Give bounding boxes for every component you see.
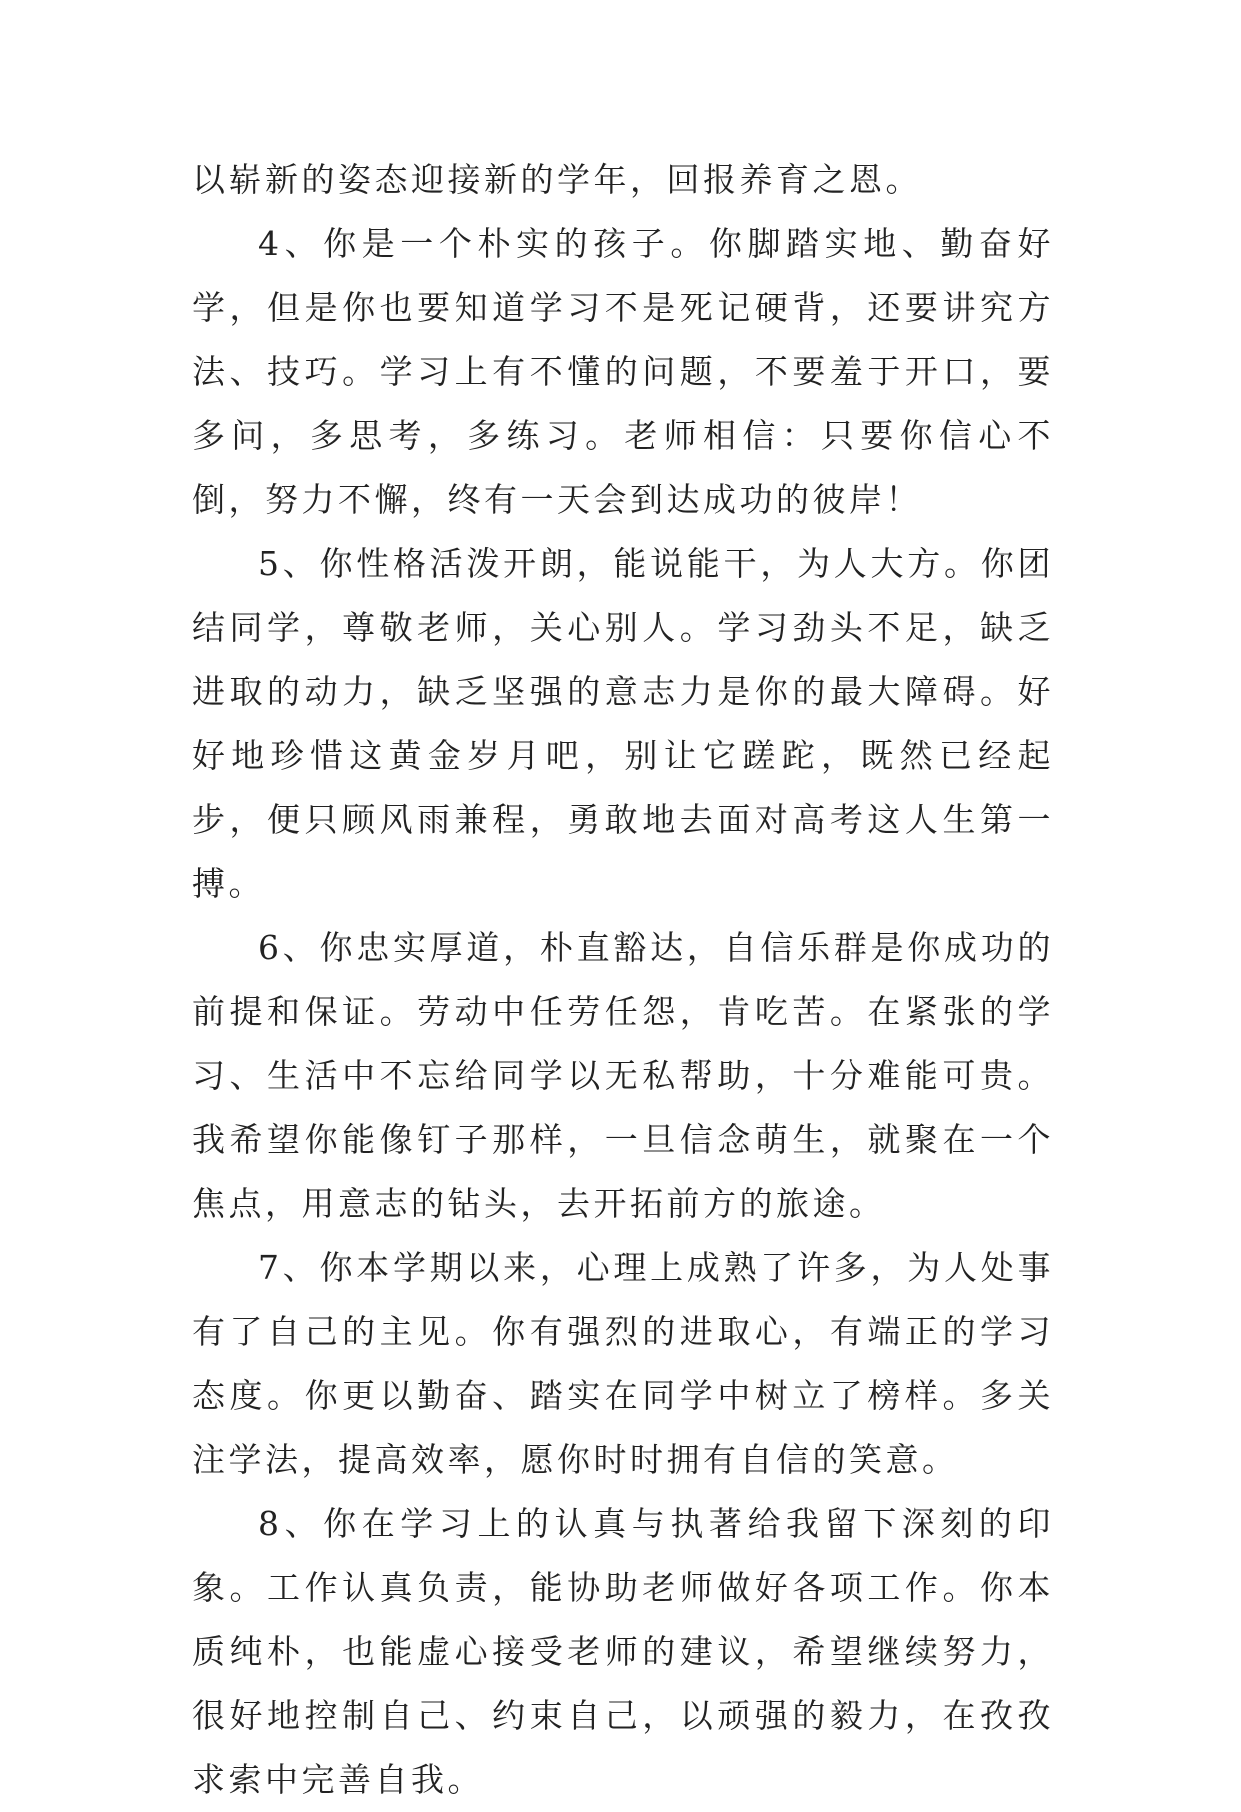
paragraph-comment-4: 4、你是一个朴实的孩子。你脚踏实地、勤奋好学，但是你也要知道学习不是死记硬背，还要讲究方法、技巧。学习上有不懂的问题，不要羞于开口，要多问，多思考，多练习。老师相信：只要你信心不倒，努力不懈，终有一天会到达成功的彼岸！ [192, 224, 1054, 519]
document-body [192, 148, 1054, 1812]
paragraph-continuation: 以崭新的姿态迎接新的学年，回报养育之恩。 [192, 160, 922, 199]
paragraph-comment-8: 8、你在学习上的认真与执著给我留下深刻的印象。工作认真负责，能协助老师做好各项工作。你本质纯朴，也能虚心接受老师的建议，希望继续努力，很好地控制自己、约束自己，以顽强的毅力，在孜孜求索中完善自我。 [192, 1504, 1054, 1799]
paragraph-comment-5: 5、你性格活泼开朗，能说能干，为人大方。你团结同学，尊敬老师，关心别人。学习劲头不足，缺乏进取的动力，缺乏坚强的意志力是你的最大障碍。好好地珍惜这黄金岁月吧，别让它蹉跎，既然已经起步，便只顾风雨兼程，勇敢地去面对高考这人生第一搏。 [192, 544, 1054, 903]
paragraph-comment-7: 7、你本学期以来，心理上成熟了许多，为人处事有了自己的主见。你有强烈的进取心，有端正的学习态度。你更以勤奋、踏实在同学中树立了榜样。多关注学法，提高效率，愿你时时拥有自信的笑意。 [192, 1248, 1054, 1479]
paragraph-comment-6: 6、你忠实厚道，朴直豁达，自信乐群是你成功的前提和保证。劳动中任劳任怨，肯吃苦。在紧张的学习、生活中不忘给同学以无私帮助，十分难能可贵。我希望你能像钉子那样，一旦信念萌生，就聚在一个焦点，用意志的钻头，去开拓前方的旅途。 [192, 928, 1054, 1223]
